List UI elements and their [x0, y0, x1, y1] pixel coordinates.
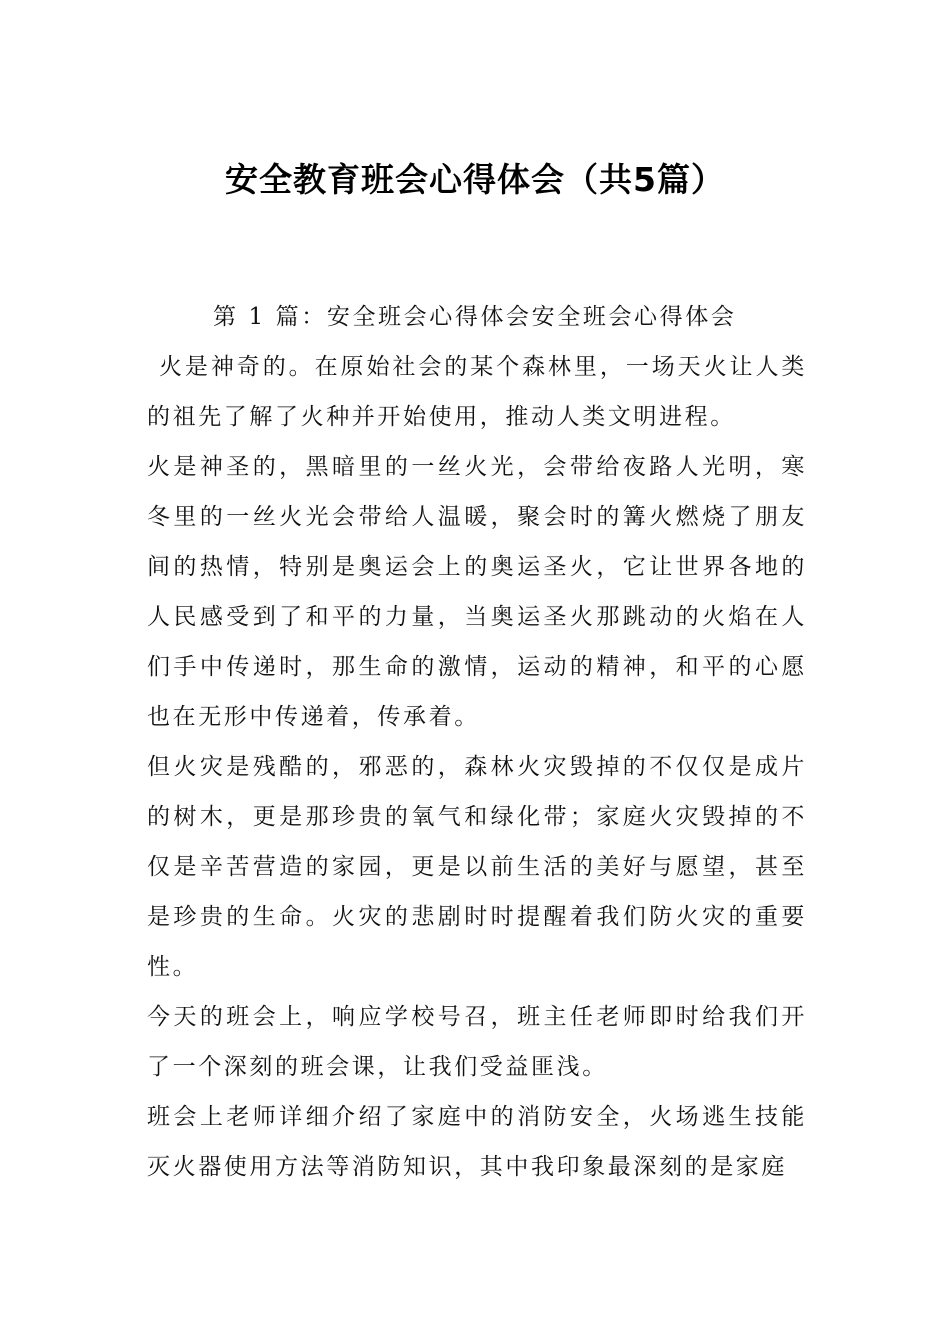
paragraph: 但火灾是残酷的，邪恶的，森林火灾毁掉的不仅仅是成片的树木，更是那珍贵的氧气和绿化带；家庭火灾毁掉的不仅是辛苦营造的家园，更是以前生活的美好与愿望，甚至是珍贵的生命。火灾的悲剧时时提醒着我们防火灾的重要性。 [147, 754, 807, 980]
paragraph: 火是神奇的。在原始社会的某个森林里，一场天火让人类的祖先了解了火种并开始使用，推动人类文明进程。 [147, 354, 807, 430]
document-body [147, 292, 807, 1192]
paragraph: 班会上老师详细介绍了家庭中的消防安全，火场逃生技能灭火器使用方法等消防知识，其中我印象最深刻的是家庭 [147, 1104, 807, 1180]
section-heading: 第 1 篇：安全班会心得体会安全班会心得体会 [213, 304, 737, 330]
paragraph: 火是神圣的，黑暗里的一丝火光，会带给夜路人光明，寒冬里的一丝火光会带给人温暖，聚会时的篝火燃烧了朋友间的热情，特别是奥运会上的奥运圣火，它让世界各地的人民感受到了和平的力量，当奥运圣火那跳动的火焰在人们手中传递时，那生命的激情，运动的精神，和平的心愿也在无形中传递着，传承着。 [147, 454, 807, 730]
paragraph: 今天的班会上，响应学校号召，班主任老师即时给我们开了一个深刻的班会课，让我们受益匪浅。 [147, 1004, 807, 1080]
document-title: 安全教育班会心得体会（共5篇） [225, 160, 725, 199]
